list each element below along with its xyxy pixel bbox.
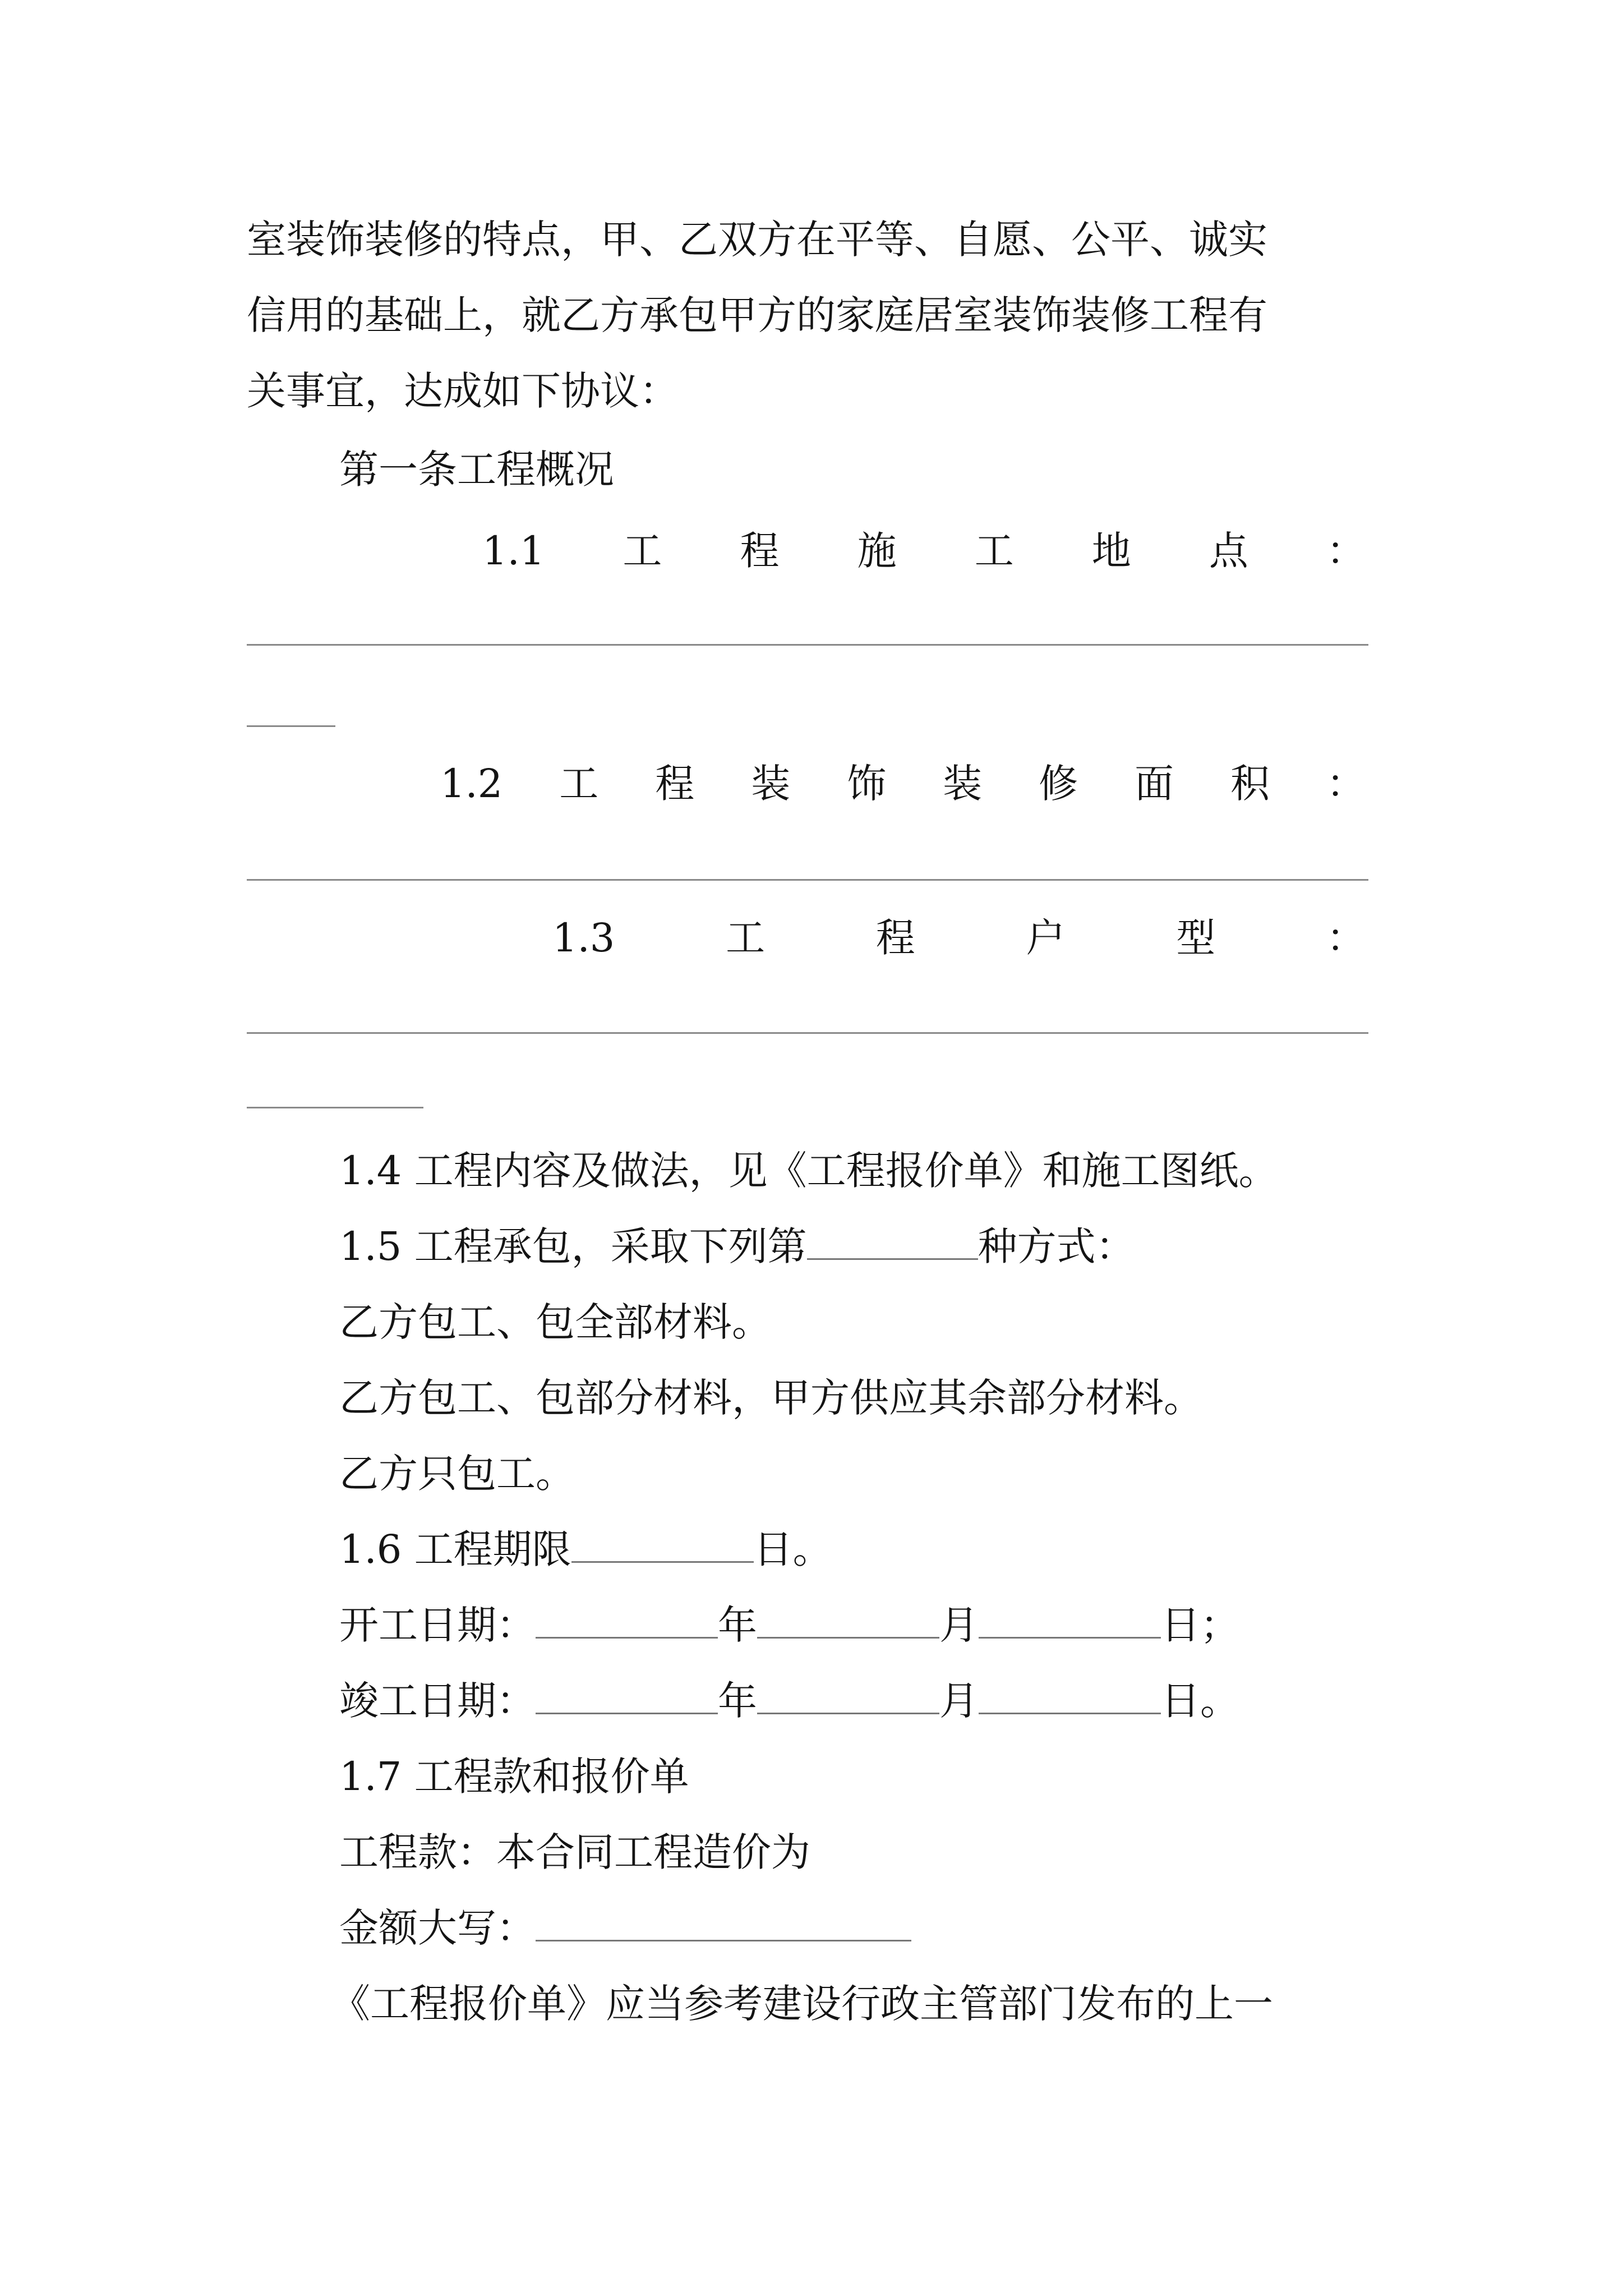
end-date-line <box>339 1677 1239 1724</box>
duration-blank[interactable] <box>571 1526 754 1563</box>
contract-mode-blank[interactable] <box>807 1223 978 1260</box>
option-1: 乙方包工、包全部材料。 <box>339 1299 771 1345</box>
layout-blank-line-1[interactable] <box>247 1032 1368 1034</box>
item-1-7: 1.7 工程款和报价单 <box>339 1754 689 1800</box>
start-date-label: 开工日期： <box>339 1602 536 1648</box>
item-1-1-char: 地 <box>1091 528 1131 574</box>
item-1-3-label <box>552 914 1366 961</box>
amount-line <box>339 1904 911 1952</box>
item-1-5 <box>339 1223 1135 1270</box>
item-1-3-char: 工 <box>726 915 766 961</box>
item-1-6-suffix: 日。 <box>753 1526 832 1572</box>
end-year-unit: 年 <box>718 1678 757 1724</box>
item-1-2-char: 装 <box>943 761 983 807</box>
start-year-blank[interactable] <box>536 1602 718 1639</box>
amount-label: 金额大写： <box>339 1905 536 1951</box>
item-1-3-number: 1.3 <box>552 915 615 961</box>
item-1-3-char: 户 <box>1026 915 1066 961</box>
item-1-4: 1.4 工程内容及做法，见《工程报价单》和施工图纸。 <box>339 1148 1278 1194</box>
item-1-2-char: 积 <box>1230 761 1270 807</box>
contract-price-line: 工程款：本合同工程造价为 <box>339 1829 810 1875</box>
item-1-1-number: 1.1 <box>482 528 545 574</box>
end-day-unit: 日。 <box>1161 1678 1239 1724</box>
start-month-unit: 月 <box>939 1602 979 1648</box>
item-1-1-label <box>482 527 1366 574</box>
end-date-label: 竣工日期： <box>339 1678 536 1724</box>
address-blank-line-1[interactable] <box>247 644 1368 646</box>
item-1-2-number: 1.2 <box>440 761 503 807</box>
item-1-1-char: 工 <box>974 528 1014 574</box>
area-blank-line[interactable] <box>247 879 1368 881</box>
start-date-line <box>339 1602 1239 1649</box>
item-1-2-label <box>440 760 1366 807</box>
address-blank-line-2[interactable] <box>247 725 335 727</box>
item-1-6-text: 1.6 工程期限 <box>339 1526 571 1572</box>
layout-blank-line-2[interactable] <box>247 1107 423 1108</box>
item-1-1-char: 工 <box>623 528 662 574</box>
start-month-blank[interactable] <box>757 1602 939 1639</box>
item-1-3-colon: ： <box>1326 915 1366 961</box>
item-1-1-char: 施 <box>857 528 897 574</box>
item-1-3-char: 型 <box>1176 915 1216 961</box>
end-month-unit: 月 <box>939 1678 979 1724</box>
intro-line-1: 室装饰装修的特点，甲、乙双方在平等、自愿、公平、诚实 <box>247 217 1267 263</box>
item-1-2-char: 程 <box>655 761 695 807</box>
start-year-unit: 年 <box>718 1602 757 1648</box>
item-1-2-char: 面 <box>1135 761 1174 807</box>
amount-blank[interactable] <box>536 1905 911 1941</box>
item-1-3-char: 程 <box>875 915 915 961</box>
item-1-1-char: 程 <box>740 528 780 574</box>
start-day-unit: 日； <box>1161 1602 1239 1648</box>
item-1-2-colon: ： <box>1326 761 1366 807</box>
option-3: 乙方只包工。 <box>339 1451 575 1497</box>
item-1-2-char: 修 <box>1039 761 1078 807</box>
intro-line-3: 关事宜，达成如下协议： <box>247 368 679 414</box>
intro-line-2: 信用的基础上，就乙方承包甲方的家庭居室装饰装修工程有 <box>247 292 1267 338</box>
item-1-1-char: 点 <box>1209 528 1248 574</box>
item-1-1-colon: ： <box>1326 528 1366 574</box>
end-day-blank[interactable] <box>979 1678 1161 1714</box>
item-1-5-text: 1.5 工程承包，采取下列第 <box>339 1223 807 1269</box>
item-1-2-char: 工 <box>559 761 599 807</box>
quote-note-line: 《工程报价单》应当参考建设行政主管部门发布的上一 <box>331 1981 1273 2027</box>
item-1-2-char: 饰 <box>847 761 887 807</box>
item-1-2-char: 装 <box>751 761 791 807</box>
option-2: 乙方包工、包部分材料，甲方供应其余部分材料。 <box>339 1375 1203 1421</box>
item-1-6 <box>339 1526 832 1573</box>
start-day-blank[interactable] <box>979 1602 1161 1639</box>
item-1-5-suffix: 种方式： <box>978 1223 1135 1269</box>
end-year-blank[interactable] <box>536 1678 718 1714</box>
end-month-blank[interactable] <box>757 1678 939 1714</box>
article-1-title: 第一条工程概况 <box>339 447 614 493</box>
